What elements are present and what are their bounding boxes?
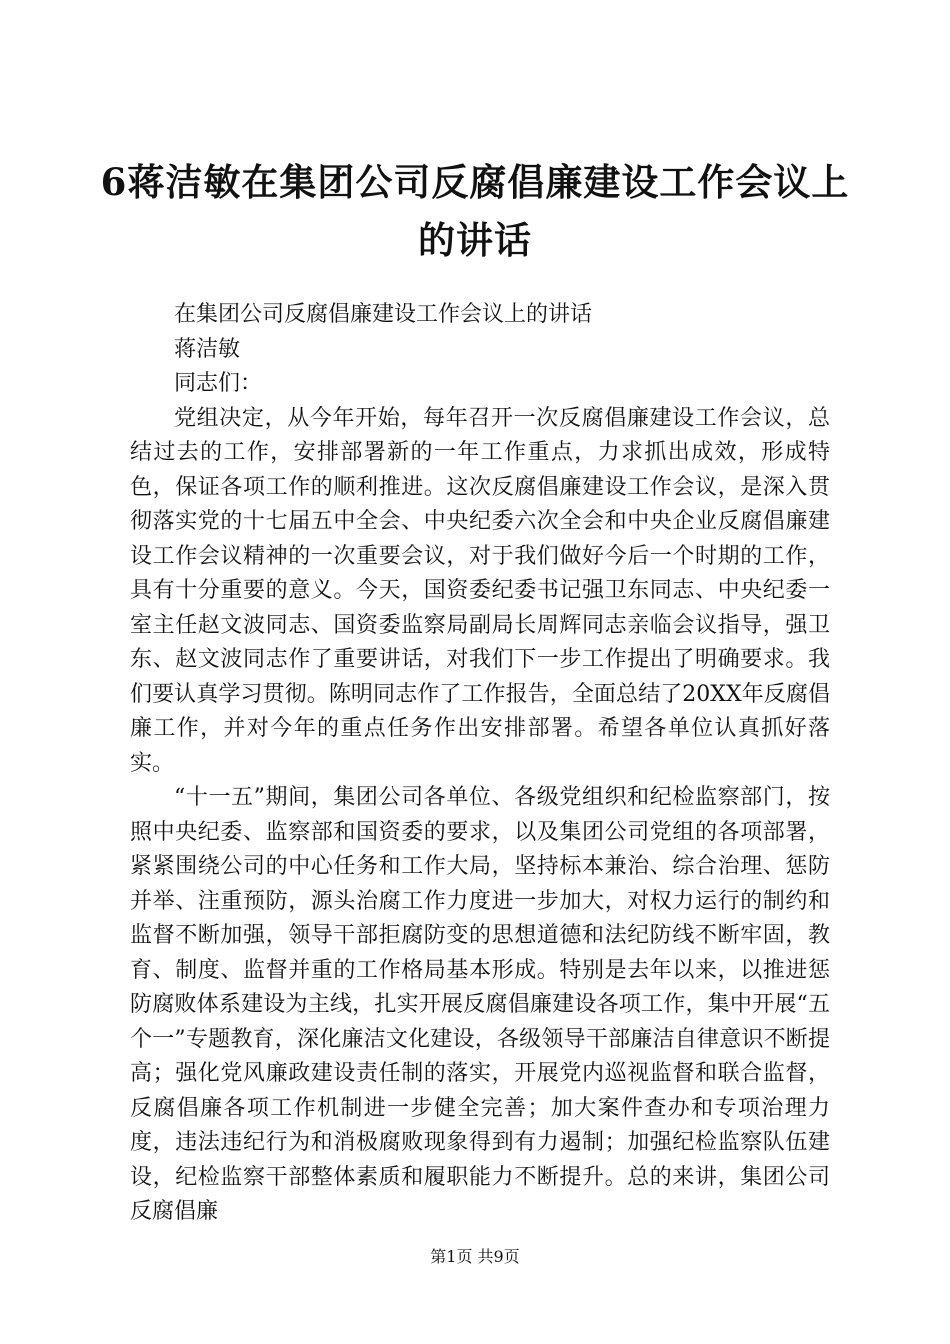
speech-subtitle: 在集团公司反腐倡廉建设工作会议上的讲话	[174, 302, 593, 327]
speech-salutation: 同志们：	[174, 371, 263, 396]
body-paragraph: “十一五”期间，集团公司各单位、各级党组织和纪检监察部门，按照中央纪委、监察部和国资委的要求，以及集团公司党组的各项部署，紧紧围绕公司的中心任务和工作大局，坚持标本兼治、综合治理、惩防并举、注重预防，源头治腐工作力度进一步加大，对权力运行的制约和监督不断加强，领导干部拒腐防变的思想道德和法纪防线不断牢固，教育、制度、监督并重的工作格局基本形成。特别是去年以来，以推进惩防腐败体系建设为主线，扎实开展反腐倡廉建设各项工作，集中开展“五个一”专题教育，深化廉洁文化建设，各级领导干部廉洁自律意识不断提高；强化党风廉政建设责任制的落实，开展党内巡视监督和联合监督，反腐倡廉各项工作机制进一步健全完善；加大案件查办和专项治理力度，违法违纪行为和消极腐败现象得到有力遏制；加强纪检监察队伍建设，纪检监察干部整体素质和履职能力不断提升。总的来讲，集团公司反腐倡廉	[130, 785, 830, 1224]
page-number-footer: 第1页 共9页	[430, 1247, 520, 1266]
document-title-line-2: 的讲话	[418, 218, 532, 262]
body-paragraph: 党组决定，从今年开始，每年召开一次反腐倡廉建设工作会议，总结过去的工作，安排部署新的一年工作重点，力求抓出成效，形成特色，保证各项工作的顺利推进。这次反腐倡廉建设工作会议，是深入贯彻落实党的十七届五中全会、中央纪委六次全会和中央企业反腐倡廉建设工作会议精神的一次重要会议，对于我们做好今后一个时期的工作，具有十分重要的意义。今天，国资委纪委书记强卫东同志、中央纪委一室主任赵文波同志、国资委监察局副局长周辉同志亲临会议指导，强卫东、赵文波同志作了重要讲话，对我们下一步工作提出了明确要求。我们要认真学习贯彻。陈明同志作了工作报告，全面总结了20XX年反腐倡廉工作，并对今年的重点任务作出安排部署。希望各单位认真抓好落实。	[130, 405, 830, 776]
speech-author: 蒋洁敏	[174, 336, 241, 362]
document-body	[130, 298, 830, 1230]
document-title-line-1: 6蒋洁敏在集团公司反腐倡廉建设工作会议上	[100, 160, 850, 204]
